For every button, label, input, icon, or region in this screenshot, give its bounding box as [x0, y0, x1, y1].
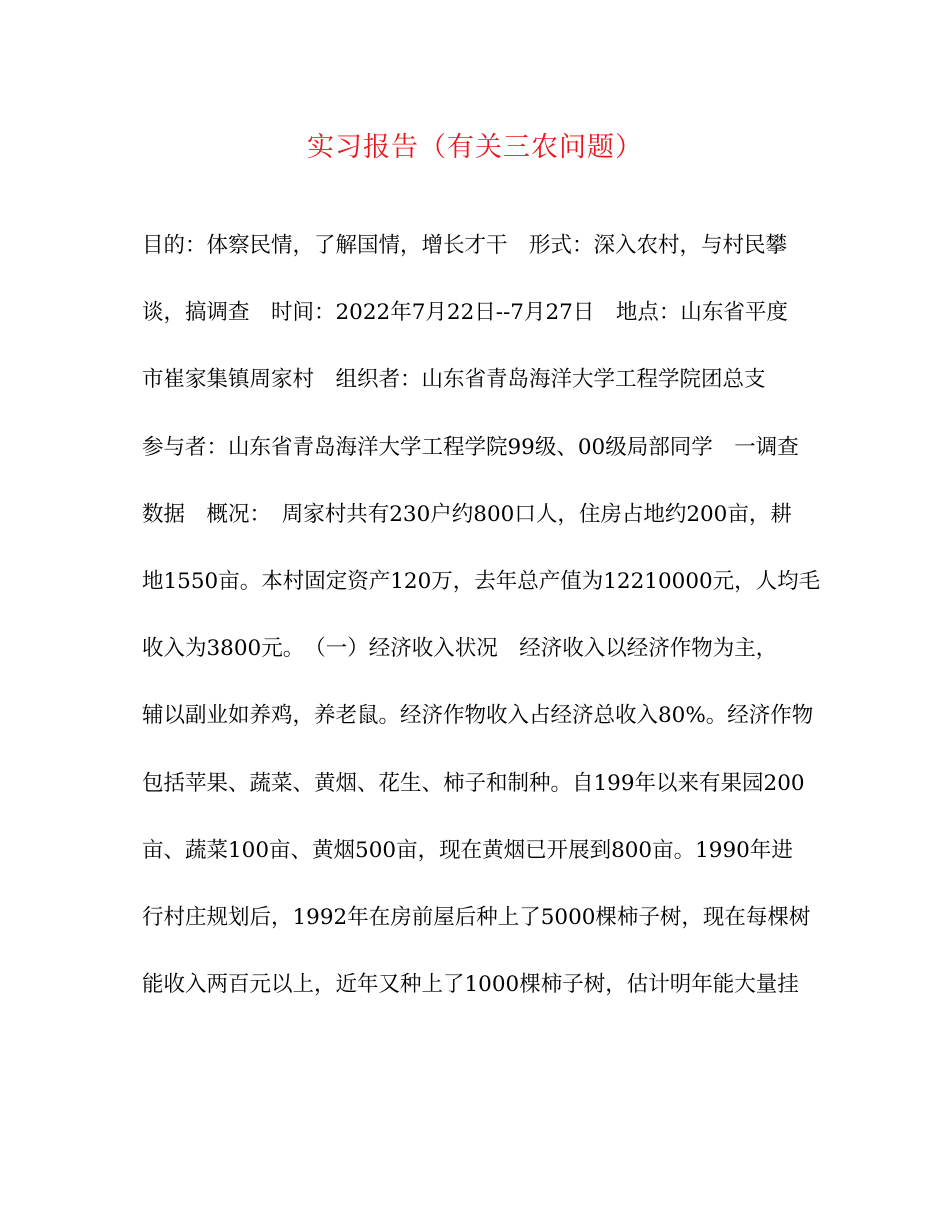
- body-line: 市崔家集镇周家村 组织者：山东省青岛海洋大学工程学院团总支: [142, 367, 766, 393]
- body-line: 能收入两百元以上，近年又种上了1000棵柿子树，估计明年能大量挂: [142, 972, 799, 998]
- body-line: 数据 概况： 周家村共有230户约800口人，住房占地约200亩，耕: [142, 501, 792, 527]
- body-line: 亩、蔬菜100亩、黄烟500亩，现在黄烟已开展到800亩。1990年进: [142, 837, 793, 863]
- body-line: 包括苹果、蔬菜、黄烟、花生、柿子和制种。自199年以来有果园200: [142, 770, 805, 796]
- document-body: [142, 226, 821, 1032]
- body-line: 参与者：山东省青岛海洋大学工程学院99级、00级局部同学 一调查: [142, 434, 799, 460]
- body-line: 目的：体察民情，了解国情，增长才干 形式：深入农村，与村民攀: [142, 233, 788, 258]
- body-line: 行村庄规划后，1992年在房前屋后种上了5000棵柿子树，现在每棵树: [142, 904, 811, 930]
- body-line: 辅以副业如养鸡，养老鼠。经济作物收入占经济总收入80%。经济作物: [142, 703, 814, 729]
- body-line: 收入为3800元。 （一）经济收入状况 经济收入以经济作物为主，: [142, 636, 778, 662]
- body-line: 地1550亩。本村固定资产120万，去年总产值为12210000元，人均毛: [142, 568, 821, 594]
- body-line: 谈，搞调查 时间：2022年7月22日--7月27日 地点：山东省平度: [142, 300, 788, 326]
- document-title: 实习报告（有关三农问题）: [307, 132, 643, 163]
